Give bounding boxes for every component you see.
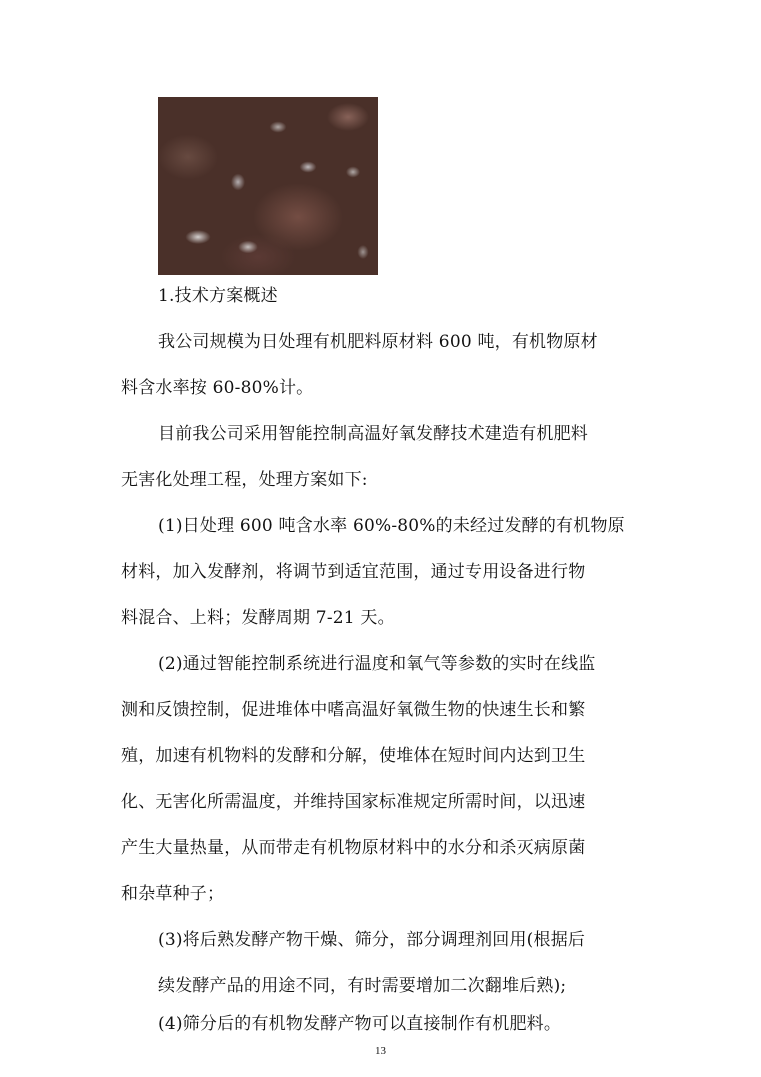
paragraph-4-line-3: 殖，加速有机物料的发酵和分解，使堆体在短时间内达到卫生 [121, 746, 586, 766]
paragraph-3-line-3: 料混合、上料；发酵周期 7-21 天。 [121, 608, 395, 628]
paragraph-1-line-1: 我公司规模为日处理有机肥料原材料 600 吨，有机物原材 [158, 332, 598, 352]
page-number: 13 [375, 1045, 386, 1057]
paragraph-4-line-5: 产生大量热量，从而带走有机物原材料中的水分和杀灭病原菌 [121, 838, 586, 858]
paragraph-1-line-2: 料含水率按 60-80%计。 [121, 378, 314, 398]
paragraph-3-line-2: 材料，加入发酵剂，将调节到适宜范围，通过专用设备进行物 [121, 562, 586, 582]
paragraph-2-line-2: 无害化处理工程，处理方案如下: [121, 470, 368, 490]
compost-photo [158, 97, 378, 275]
paragraph-4-line-4: 化、无害化所需温度，并维持国家标准规定所需时间，以迅速 [121, 792, 586, 812]
paragraph-4-line-6: 和杂草种子； [121, 884, 225, 904]
section-heading: 1.技术方案概述 [158, 286, 278, 306]
paragraph-5-line-1: (3)将后熟发酵产物干燥、筛分，部分调理剂回用(根据后 [158, 930, 586, 950]
paragraph-5-line-2: 续发酵产品的用途不同，有时需要增加二次翻堆后熟); [158, 976, 567, 996]
paragraph-6-line-1: (4)筛分后的有机物发酵产物可以直接制作有机肥料。 [158, 1014, 562, 1034]
paragraph-4-line-1: (2)通过智能控制系统进行温度和氧气等参数的实时在线监 [158, 654, 596, 674]
paragraph-4-line-2: 测和反馈控制，促进堆体中嗜高温好氧微生物的快速生长和繁 [121, 700, 586, 720]
paragraph-2-line-1: 目前我公司采用智能控制高温好氧发酵技术建造有机肥料 [158, 424, 588, 444]
paragraph-3-line-1: (1)日处理 600 吨含水率 60%-80%的未经过发酵的有机物原 [158, 516, 625, 536]
